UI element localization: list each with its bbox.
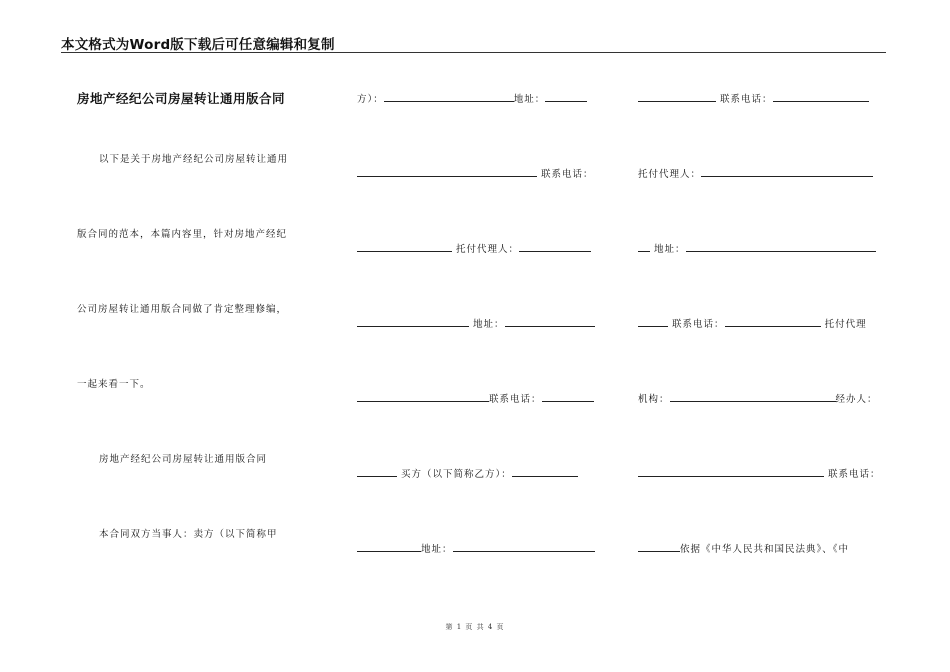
blank-field [357, 317, 469, 327]
form-line [638, 392, 878, 407]
blank-field [512, 467, 578, 477]
agent-label: 托付代理人： [638, 169, 702, 180]
blank-field [519, 242, 591, 252]
address-label: 地址： [513, 94, 546, 105]
blank-field [505, 317, 595, 327]
page-number: 第 1 页 共 4 页 [445, 623, 505, 631]
agent-label: 托付代理人： [456, 244, 520, 255]
phone-label: 联系电话： [489, 394, 542, 405]
agent-label: 托付代理 [824, 319, 867, 330]
form-line [638, 467, 881, 482]
phone-label: 联系电话： [720, 94, 773, 105]
blank-field [638, 92, 716, 102]
form-line [357, 467, 578, 482]
form-line [357, 242, 591, 257]
blank-field [357, 542, 421, 552]
address-label: 地址： [654, 244, 686, 255]
form-line [638, 542, 849, 557]
blank-field [725, 317, 821, 327]
document-header [61, 34, 886, 53]
agency-label: 机构： [638, 394, 670, 405]
phone-label: 联系电话： [541, 169, 594, 180]
form-line [357, 392, 594, 407]
blank-field [773, 92, 869, 102]
legal-basis-text: 依据《中华人民共和国民法典》、《中 [680, 544, 850, 555]
blank-field [638, 467, 824, 477]
blank-field [638, 242, 650, 252]
form-line [357, 92, 587, 107]
address-label: 地址： [473, 319, 505, 330]
paragraph-line: 公司房屋转让通用版合同做了肯定整理修编， [77, 304, 288, 315]
seller-label: 方）： [357, 94, 384, 105]
form-line [357, 317, 595, 332]
form-line [357, 167, 594, 182]
form-line [638, 167, 873, 182]
buyer-label: 买方（以下简称乙方）： [401, 469, 512, 480]
form-line [638, 317, 867, 332]
blank-field [701, 167, 873, 177]
handler-label: 经办人： [835, 394, 878, 405]
blank-field [384, 92, 514, 102]
blank-field [453, 542, 595, 552]
phone-label: 联系电话： [828, 469, 881, 480]
address-label: 地址： [421, 544, 453, 555]
header-text: 本文格式为Word版下载后可任意编辑和复制 [61, 37, 335, 53]
blank-field [686, 242, 876, 252]
paragraph-line: 版合同的范本，本篇内容里，针对房地产经纪 [77, 229, 288, 240]
blank-field [357, 467, 397, 477]
form-line [638, 92, 869, 107]
paragraph-line: 本合同双方当事人：卖方（以下简称甲 [99, 529, 278, 540]
blank-field [638, 317, 668, 327]
blank-field [670, 392, 836, 402]
document-title: 房地产经纪公司房屋转让通用版合同 [77, 91, 286, 106]
paragraph-line: 以下是关于房地产经纪公司房屋转让通用 [99, 154, 289, 165]
paragraph-line: 一起来看一下。 [77, 379, 151, 390]
phone-label: 联系电话： [672, 319, 725, 330]
blank-field [542, 392, 594, 402]
blank-field [357, 242, 452, 252]
form-line [638, 242, 876, 257]
blank-field [357, 392, 489, 402]
blank-field [545, 92, 587, 102]
paragraph-line: 房地产经纪公司房屋转让通用版合同 [99, 454, 268, 465]
blank-field [638, 542, 680, 552]
blank-field [357, 167, 537, 177]
form-line [357, 542, 595, 557]
